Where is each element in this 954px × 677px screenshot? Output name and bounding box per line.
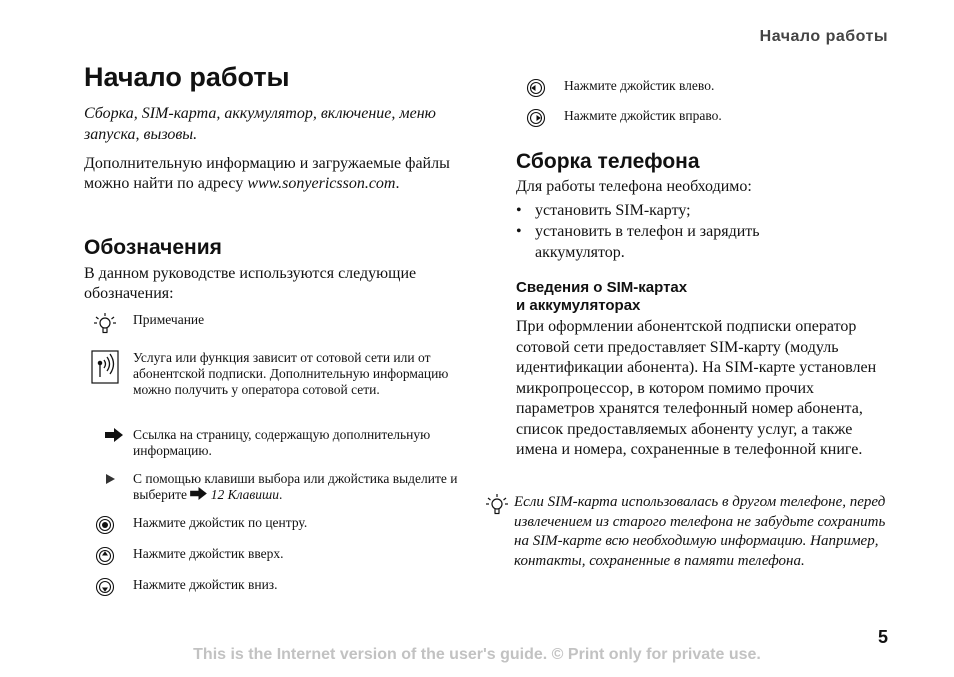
chapter-subtitle: Сборка, SIM-карта, аккумулятор, включение, меню запуска, вызовы. [84,105,436,143]
assembly-intro: Для работы телефона необходимо: [516,178,752,195]
assembly-heading: Сборка телефона [516,150,700,173]
intro-paragraph [84,154,464,194]
sim-paragraph: При оформлении абонентской подписки оператор сотовой сети предоставляет SIM-карту (модуль идентификации абонента). На SIM-карте установлен микропроцессор, в котором помимо прочих параметров хранятся телефонный номер абонента, список предоставляемых абоненту услуг, а также имена и номера, сохраненные в телефонной книге. [516,318,877,458]
joystick-right-icon [526,108,546,128]
arrow-right-icon [104,428,124,442]
legend-joy-up-text: Нажмите джойстик вверх. [133,546,284,561]
page-ref-link[interactable]: 12 Клавиши [210,487,279,502]
joystick-left-icon [526,78,546,98]
note-bulb-icon [88,312,122,336]
legend-select-text [133,471,463,503]
legend-joy-center-text: Нажмите джойстик по центру. [133,515,308,530]
legend-select-main: С помощью клавиши выбора или джойстика выделите и выберите [133,471,458,502]
legend-operator-text: Услуга или функция зависит от сотовой сети или от абонентской подписки. Дополнительную информацию можно получить у оператора сотовой сети. [133,350,449,397]
legend-joy-down-text: Нажмите джойстик вниз. [133,577,278,592]
list-item: • установить SIM-карту; [516,200,891,221]
website-link[interactable]: www.sonyericsson.com [247,175,396,192]
legend-select-end: . [278,487,283,502]
legend-intro: В данном руководстве используются следующие обозначения: [84,265,417,302]
arrow-right-icon [190,487,207,500]
legend-note-text: Примечание [133,312,205,327]
joystick-down-icon [88,577,122,597]
legend-joy-left-text: Нажмите джойстик влево. [564,78,715,93]
page-title: Начало работы [84,62,290,92]
sim-heading [516,279,891,315]
joystick-center-icon [88,515,122,535]
legend-joy-right-text: Нажмите джойстик вправо. [564,108,722,123]
sim-heading-line1: Сведения о SIM-картах [516,279,688,296]
legend-page-ref-text: Ссылка на страницу, содержащую дополнительную информацию. [133,427,431,458]
sim-note-text: Если SIM-карта использовалась в другом телефоне, перед извлечением из старого телефона не забудьте сохранить на SIM-карте всю необходимую информацию. Например, контакты, сохраненные в памяти телефона. [514,494,886,569]
list-item: • установить в телефон и зарядить аккумулятор. [516,221,825,263]
sim-heading-line2: и аккумуляторах [516,297,641,314]
intro-text: Дополнительную информацию и загружаемые файлы можно найти по адресу [84,155,450,192]
operator-service-icon [88,350,122,384]
joystick-up-icon [88,546,122,566]
triangle-right-icon [103,474,117,484]
page-number: 5 [877,627,888,647]
note-bulb-icon [484,493,510,517]
intro-end: . [395,175,400,192]
footer-notice: This is the Internet version of the user's guide. © Print only for private use. [193,646,761,663]
legend-heading: Обозначения [84,236,222,259]
running-header: Начало работы [759,28,888,45]
assembly-list [516,200,891,263]
